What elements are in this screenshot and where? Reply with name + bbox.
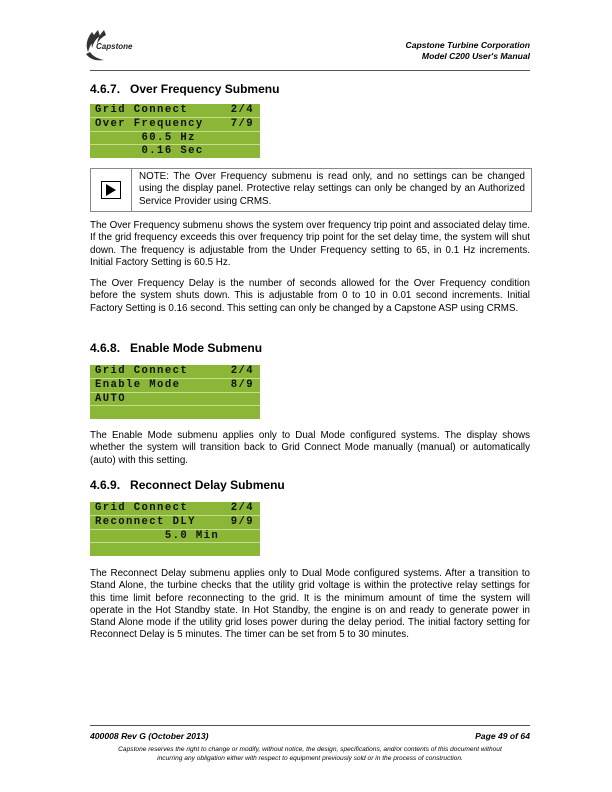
lcd-row <box>90 516 260 530</box>
paragraph: The Reconnect Delay submenu applies only to Dual Mode configured systems. After a transition to Stand Alone, the turbine checks that the utility grid voltage is within the protective relay settings for this time limit before reconnecting to the grid. It is the minimum amount of time the system will operate in the Hot Standby state. In Hot Standby, the engine is on and ready to generate power in Stand Alone mode if the utility grid loses power during the delay period. The initial factory setting for Reconnect Delay is 5 minutes. The timer can be set from 5 to 30 minutes. <box>90 568 530 641</box>
section-title: Enable Mode Submenu <box>130 341 263 355</box>
section-number: 4.6.8. <box>90 341 121 355</box>
paragraph: The Enable Mode submenu applies only to Dual Mode configured systems. The display shows whether the system will transition back to Grid Connect Mode manually (manual) or automatically (auto) with this setting. <box>90 430 530 466</box>
section-number: 4.6.7. <box>90 82 121 96</box>
lcd-page: 2/4 <box>230 365 254 377</box>
footer-disclaimer <box>90 746 530 763</box>
lcd-row <box>90 406 260 419</box>
note-text: NOTE: The Over Frequency submenu is read only, and no settings can be changed using the display panel. Protective relay settings can only be changed by an Authorized Service Provider using CRMS. <box>139 171 525 207</box>
lcd-display-over-frequency <box>90 104 260 158</box>
capstone-logo <box>82 28 148 64</box>
disclaimer-line: Capstone reserves the right to change or modify, without notice, the design, specifications, and/or contents of this document without <box>118 746 502 753</box>
manual-name: Model C200 User's Manual <box>421 50 530 61</box>
section-heading-over-frequency <box>90 82 279 96</box>
lcd-row <box>90 379 260 393</box>
lcd-text: AUTO <box>95 392 127 405</box>
lcd-text: Grid Connect <box>95 365 189 377</box>
lcd-page: 8/9 <box>230 378 254 391</box>
lcd-page: 7/9 <box>230 117 254 130</box>
lcd-row <box>90 104 260 118</box>
paragraph: The Over Frequency Delay is the number of seconds allowed for the Over Frequency condition before the system shuts down. This is adjustable from 0 to 10 in 0.01 second increments. Initial Factory Setting is 0.16 second. This setting can only be changed by a Capstone ASP using CRMS. <box>90 278 530 314</box>
page-number: Page 49 of 64 <box>475 731 530 741</box>
disclaimer-line: incurring any obligation either with respect to equipment previously sold or in the process of construction. <box>157 754 463 762</box>
lcd-page: 9/9 <box>230 515 254 528</box>
lcd-display-reconnect-delay <box>90 502 260 556</box>
lcd-text: Enable Mode <box>95 378 181 391</box>
lcd-display-enable-mode <box>90 365 260 419</box>
lcd-row <box>90 365 260 379</box>
doc-revision: 400008 Rev G (October 2013) <box>90 731 209 741</box>
header-title-block <box>406 40 530 61</box>
lcd-text: 5.0 Min <box>95 529 220 542</box>
lcd-row <box>90 530 260 544</box>
lcd-text: Grid Connect <box>95 104 189 116</box>
lcd-text: 60.5 Hz <box>95 131 196 144</box>
lcd-row <box>90 145 260 158</box>
note-icon-cell <box>91 169 132 211</box>
lcd-row <box>90 502 260 516</box>
lcd-text: Grid Connect <box>95 502 189 514</box>
section-number: 4.6.9. <box>90 478 121 492</box>
section-heading-enable-mode <box>90 341 262 355</box>
lcd-row <box>90 393 260 407</box>
note-arrow-icon <box>101 181 121 199</box>
company-name: Capstone Turbine Corporation <box>405 40 530 50</box>
paragraph: The Over Frequency submenu shows the system over frequency trip point and associated delay time. If the grid frequency exceeds this over frequency trip point for the set delay time, the system will shut down. The frequency is adjustable from the Under Frequency setting to 65, in 0.1 Hz increments. Initial Factory Setting is 60.5 Hz. <box>90 220 530 268</box>
note-box <box>90 168 532 212</box>
lcd-text: Over Frequency <box>95 117 204 130</box>
section-title: Reconnect Delay Submenu <box>130 478 285 492</box>
footer-divider <box>90 725 530 726</box>
logo-wordmark: Capstone <box>96 42 133 51</box>
header-divider <box>90 70 530 71</box>
lcd-text: Reconnect DLY <box>95 515 196 528</box>
lcd-page: 2/4 <box>230 104 254 116</box>
section-title: Over Frequency Submenu <box>130 82 280 96</box>
lcd-page: 2/4 <box>230 502 254 514</box>
section-heading-reconnect-delay <box>90 478 285 492</box>
lcd-row <box>90 118 260 132</box>
lcd-text: 0.16 Sec <box>95 145 204 158</box>
lcd-row <box>90 132 260 146</box>
lcd-row <box>90 543 260 556</box>
